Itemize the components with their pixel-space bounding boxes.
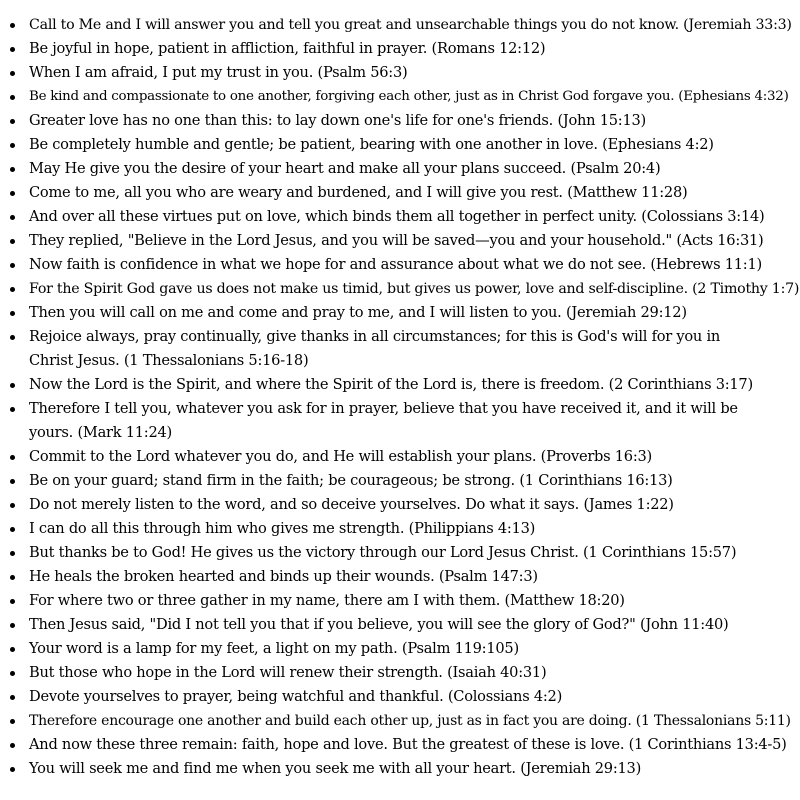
verse-reference: (Matthew 18:20) (504, 592, 625, 609)
verse-item (0, 709, 800, 733)
verse-item (0, 661, 800, 685)
bullet-icon (10, 263, 15, 268)
bullet-icon (10, 719, 15, 724)
verse-text: And over all these virtues put on love, which binds them all together in perfect unity. (29, 208, 637, 225)
verse-text: Be completely humble and gentle; be patient, bearing with one another in love. (29, 136, 598, 153)
verse-item (0, 13, 800, 37)
bullet-icon (10, 215, 15, 220)
verse-item (0, 613, 800, 637)
verse-item (0, 565, 800, 589)
verse-text: Then Jesus said, "Did I not tell you that if you believe, you will see the glory of God?" (29, 616, 636, 633)
verse-item (0, 181, 800, 205)
verse-reference: (2 Corinthians 3:17) (608, 376, 753, 393)
verse-item (0, 757, 800, 781)
verse-item (0, 589, 800, 613)
bullet-icon (10, 647, 15, 652)
verse-item (0, 373, 800, 397)
verse-text: May He give you the desire of your heart and make all your plans succeed. (29, 160, 567, 177)
verse-item (0, 685, 800, 709)
bullet-icon (10, 503, 15, 508)
verse-reference: (Colossians 4:2) (447, 688, 563, 705)
bullet-icon (10, 23, 15, 28)
verse-text: And now these three remain: faith, hope and love. But the greatest of these is love. (29, 736, 625, 753)
bullet-icon (10, 335, 15, 340)
verse-text: They replied, "Believe in the Lord Jesus, and you will be saved—you and your household." (29, 232, 672, 249)
bullet-icon (10, 167, 15, 172)
verse-reference: (Psalm 56:3) (317, 64, 408, 81)
verse-item (0, 109, 800, 133)
verse-reference: (Romans 12:12) (431, 40, 546, 57)
bullet-icon (10, 311, 15, 316)
verse-text: Be on your guard; stand firm in the faith; be courageous; be strong. (29, 472, 515, 489)
bullet-icon (10, 599, 15, 604)
bullet-icon (10, 767, 15, 772)
verse-item (0, 541, 800, 565)
verse-reference: (Colossians 3:14) (641, 208, 765, 225)
verse-item (0, 637, 800, 661)
verse-item (0, 517, 800, 541)
verse-reference: (1 Thessalonians 5:16-18) (123, 352, 309, 369)
verse-item (0, 253, 800, 277)
verse-item (0, 85, 800, 109)
verse-reference: (1 Corinthians 15:57) (582, 544, 737, 561)
verse-text: For the Spirit God gave us does not make us timid, but gives us power, love and self-discipline. (29, 281, 688, 297)
verse-text: You will seek me and find me when you seek me with all your heart. (29, 760, 516, 777)
bullet-icon (10, 671, 15, 676)
verse-item (0, 397, 800, 445)
bullet-icon (10, 695, 15, 700)
bullet-icon (10, 527, 15, 532)
verse-reference: (Isaiah 40:31) (447, 664, 547, 681)
verse-text: Greater love has no one than this: to lay down one's life for one's friends. (29, 112, 554, 129)
bullet-icon (10, 47, 15, 52)
bullet-icon (10, 743, 15, 748)
verse-item (0, 733, 800, 757)
verse-reference: (James 1:22) (583, 496, 674, 513)
bullet-icon (10, 407, 15, 412)
verse-text: Therefore encourage one another and build each other up, just as in fact you are doing. (29, 713, 632, 729)
verse-item (0, 301, 800, 325)
verse-reference: (Mark 11:24) (77, 424, 172, 441)
bullet-icon (10, 191, 15, 196)
verse-text: Come to me, all you who are weary and burdened, and I will give you rest. (29, 184, 563, 201)
verse-text: But those who hope in the Lord will renew their strength. (29, 664, 443, 681)
verse-reference: (John 11:40) (639, 616, 729, 633)
verse-reference: (2 Timothy 1:7) (692, 281, 800, 297)
verse-text: Then you will call on me and come and pray to me, and I will listen to you. (29, 304, 562, 321)
bullet-icon (10, 383, 15, 388)
verse-text: Be kind and compassionate to one another, forgiving each other, just as in Christ God forgave you. (29, 89, 675, 104)
verse-text: Now the Lord is the Spirit, and where the Spirit of the Lord is, there is freedom. (29, 376, 605, 393)
verse-reference: (Jeremiah 33:3) (683, 17, 792, 33)
verse-text: He heals the broken hearted and binds up their wounds. (29, 568, 435, 585)
verse-reference: (1 Thessalonians 5:11) (635, 713, 791, 729)
bullet-icon (10, 455, 15, 460)
bullet-icon (10, 575, 15, 580)
verse-text: For where two or three gather in my name, there am I with them. (29, 592, 501, 609)
verse-reference: (Jeremiah 29:12) (565, 304, 687, 321)
verse-item (0, 157, 800, 181)
bullet-icon (10, 551, 15, 556)
verse-item (0, 37, 800, 61)
verse-text: Be joyful in hope, patient in affliction, faithful in prayer. (29, 40, 428, 57)
verse-item (0, 493, 800, 517)
verse-item (0, 133, 800, 157)
bullet-icon (10, 71, 15, 76)
verse-reference: (Matthew 11:28) (567, 184, 688, 201)
bullet-icon (10, 623, 15, 628)
verse-text: Call to Me and I will answer you and tell you great and unsearchable things you do not know. (29, 17, 679, 33)
verse-reference: (John 15:13) (557, 112, 646, 129)
verse-text: Do not merely listen to the word, and so deceive yourselves. Do what it says. (29, 496, 580, 513)
verse-reference: (Proverbs 16:3) (540, 448, 652, 465)
verse-reference: (Hebrews 11:1) (650, 256, 762, 273)
verse-item (0, 229, 800, 253)
verse-reference: (Psalm 147:3) (438, 568, 538, 585)
verse-text: Rejoice always, pray continually, give thanks in all circumstances; for this is God's will for you in Christ Jesus. (29, 328, 721, 369)
verse-reference: (Acts 16:31) (676, 232, 764, 249)
verse-item (0, 445, 800, 469)
verse-item (0, 469, 800, 493)
verse-text: Now faith is confidence in what we hope for and assurance about what we do not see. (29, 256, 646, 273)
verse-item (0, 325, 800, 373)
verse-reference: (Philippians 4:13) (408, 520, 536, 537)
verse-item (0, 277, 800, 301)
bullet-icon (10, 479, 15, 484)
verse-reference: (Ephesians 4:2) (602, 136, 714, 153)
verse-text: Your word is a lamp for my feet, a light on my path. (29, 640, 398, 657)
verse-item (0, 205, 800, 229)
verse-reference: (1 Corinthians 13:4-5) (628, 736, 787, 753)
verse-text: I can do all this through him who gives me strength. (29, 520, 405, 537)
verse-text: When I am afraid, I put my trust in you. (29, 64, 314, 81)
verse-reference: (1 Corinthians 16:13) (519, 472, 673, 489)
bullet-icon (10, 143, 15, 148)
verse-reference: (Jeremiah 29:13) (520, 760, 642, 777)
verse-reference: (Psalm 20:4) (570, 160, 661, 177)
verse-text: Therefore I tell you, whatever you ask for in prayer, believe that you have received it, and it will be yours. (29, 400, 738, 441)
verse-reference: (Ephesians 4:32) (678, 89, 789, 104)
verse-reference: (Psalm 119:105) (401, 640, 519, 657)
bullet-icon (10, 239, 15, 244)
verse-text: Commit to the Lord whatever you do, and He will establish your plans. (29, 448, 537, 465)
bullet-icon (10, 119, 15, 124)
verse-text: But thanks be to God! He gives us the victory through our Lord Jesus Christ. (29, 544, 579, 561)
bullet-icon (10, 95, 15, 100)
bullet-icon (10, 287, 15, 292)
verse-item (0, 61, 800, 85)
verse-text: Devote yourselves to prayer, being watchful and thankful. (29, 688, 444, 705)
